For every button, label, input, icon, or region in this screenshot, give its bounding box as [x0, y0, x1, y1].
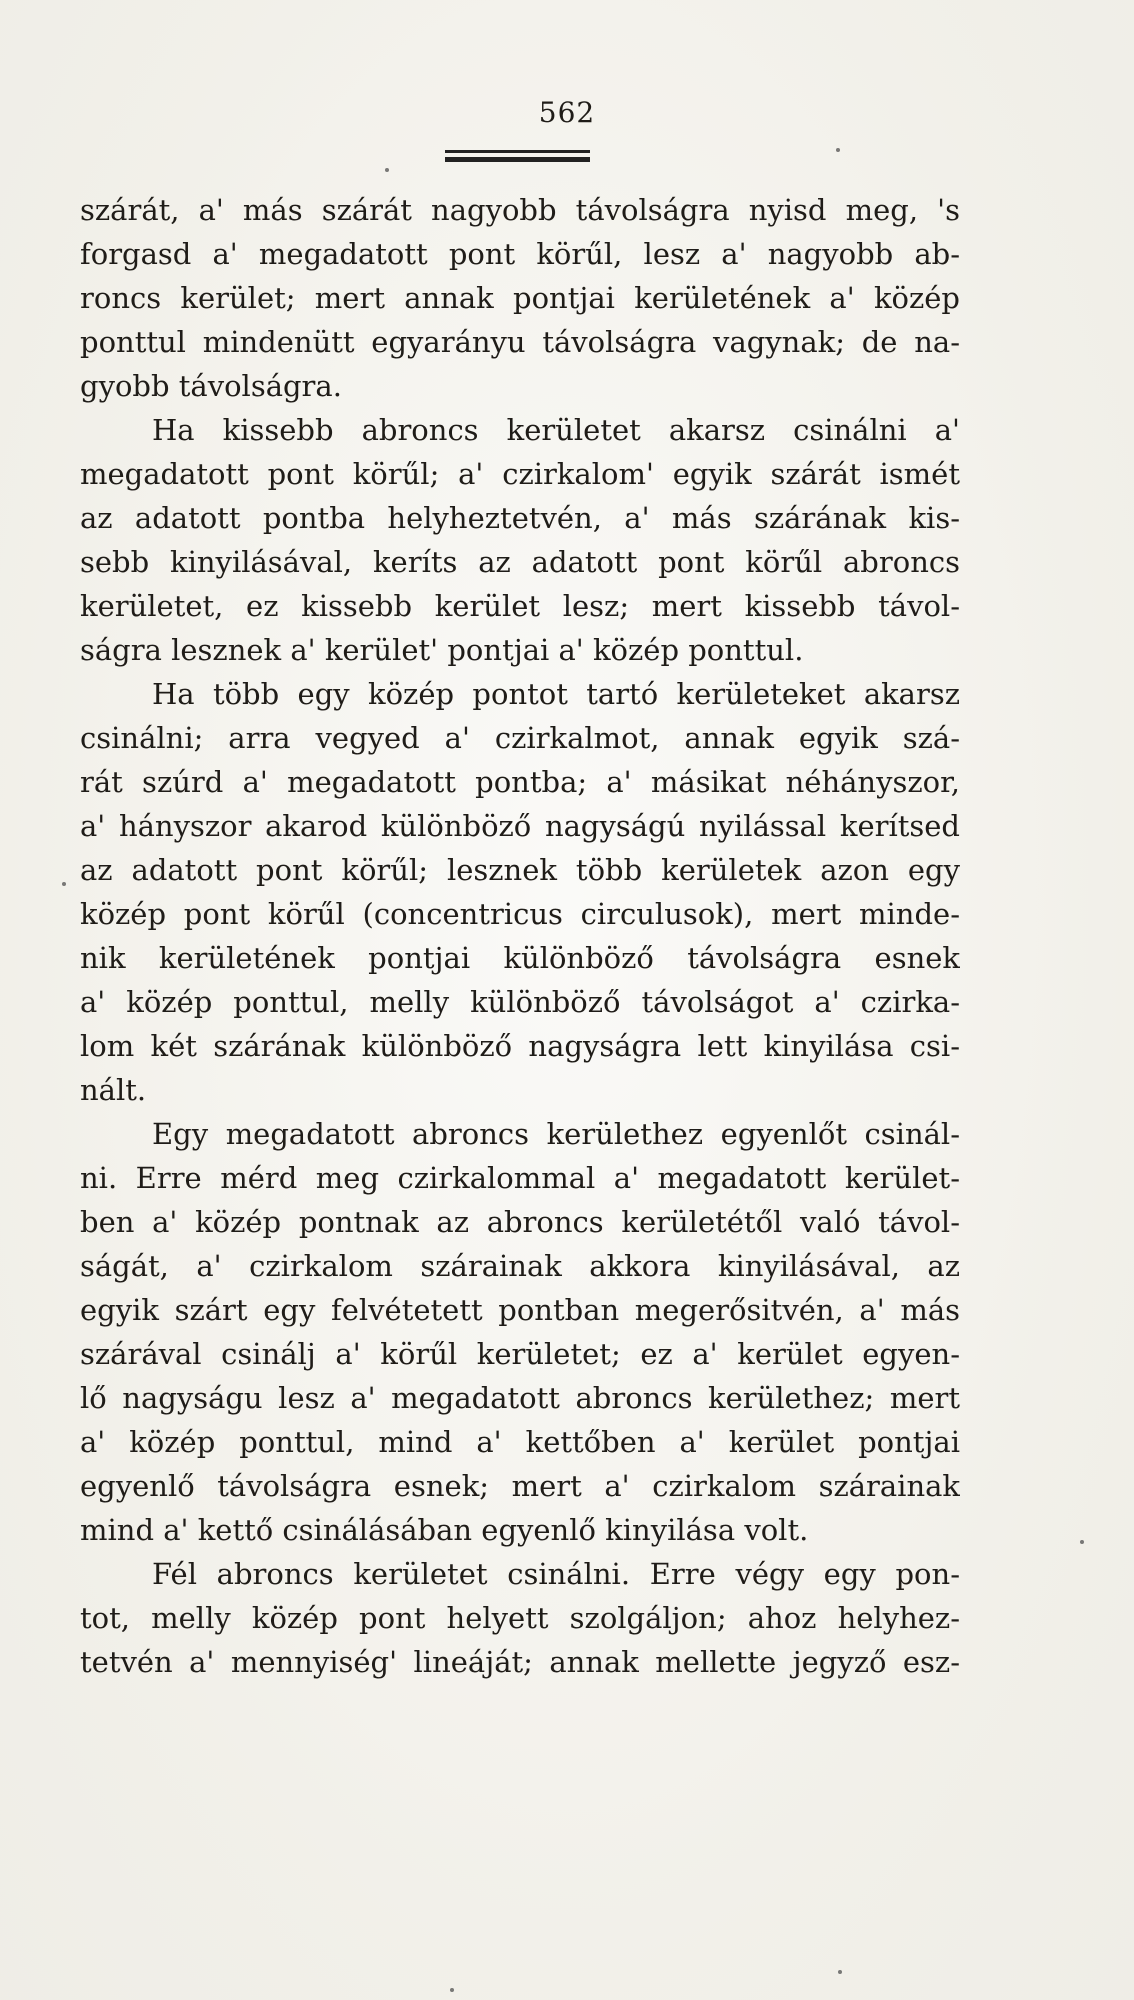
- text-line: Ha kissebb abroncs kerületet akarsz csinálni a': [152, 413, 960, 447]
- ink-speck: [836, 148, 840, 152]
- text-line: Ha több egy közép pontot tartó kerületeket akarsz: [152, 677, 960, 711]
- text-line: ságát, a' czirkalom szárainak akkora kinyilásával, az: [80, 1249, 960, 1283]
- text-line: mind a' kettő csinálásában egyenlő kinyilása volt.: [80, 1513, 809, 1547]
- text-line: rát szúrd a' megadatott pontba; a' másikat néhányszor,: [80, 765, 960, 799]
- text-line: ben a' közép pontnak az abroncs kerületétől való távol-: [80, 1205, 960, 1239]
- text-line: ságra lesznek a' kerület' pontjai a' közép ponttul.: [80, 633, 804, 667]
- text-line: ponttul mindenütt egyarányu távolságra vagynak; de na-: [80, 325, 960, 359]
- text-line: nált.: [80, 1073, 147, 1107]
- ink-speck: [450, 1988, 454, 1992]
- text-line: Fél abroncs kerületet csinálni. Erre végy egy pon-: [152, 1557, 960, 1591]
- text-line: forgasd a' megadatott pont körűl, lesz a' nagyobb ab-: [80, 237, 960, 271]
- ink-speck: [1080, 1540, 1084, 1544]
- text-line: lő nagyságu lesz a' megadatott abroncs kerülethez; mert: [80, 1381, 960, 1415]
- text-line: a' közép ponttul, mind a' kettőben a' kerület pontjai: [80, 1425, 960, 1459]
- body-text: [80, 188, 960, 1684]
- text-line: Egy megadatott abroncs kerülethez egyenlőt csinál-: [152, 1117, 960, 1151]
- text-line: csinálni; arra vegyed a' czirkalmot, annak egyik szá-: [80, 721, 960, 755]
- page-number: 562: [538, 96, 596, 129]
- text-line: gyobb távolságra.: [80, 369, 342, 403]
- text-line: szárával csinálj a' körűl kerületet; ez a' kerület egyen-: [80, 1337, 960, 1371]
- text-line: sebb kinyilásával, keríts az adatott pont körűl abroncs: [80, 545, 960, 579]
- text-line: roncs kerület; mert annak pontjai kerületének a' közép: [80, 281, 960, 315]
- text-line: az adatott pont körűl; lesznek több kerületek azon egy: [80, 853, 960, 887]
- text-line: nik kerületének pontjai különböző távolságra esnek: [80, 941, 960, 975]
- ink-speck: [62, 882, 66, 886]
- text-line: kerületet, ez kissebb kerület lesz; mert kissebb távol-: [80, 589, 960, 623]
- text-line: egyenlő távolságra esnek; mert a' czirkalom szárainak: [80, 1469, 960, 1503]
- text-line: közép pont körűl (concentricus circulusok), mert minde-: [80, 897, 960, 931]
- text-line: szárát, a' más szárát nagyobb távolságra nyisd meg, 's: [80, 193, 960, 227]
- text-line: a' közép ponttul, melly különböző távolságot a' czirka-: [80, 985, 960, 1019]
- text-line: egyik szárt egy felvétetett pontban megerősitvén, a' más: [80, 1293, 960, 1327]
- text-line: tot, melly közép pont helyett szolgáljon; ahoz helyhez-: [80, 1601, 960, 1635]
- ink-speck: [385, 168, 389, 172]
- text-line: az adatott pontba helyheztetvén, a' más szárának kis-: [80, 501, 960, 535]
- text-line: ni. Erre mérd meg czirkalommal a' megadatott kerület-: [80, 1161, 960, 1195]
- ink-speck: [838, 1970, 842, 1974]
- header-rule-thin: [445, 150, 590, 153]
- header-rule-thick: [445, 157, 590, 162]
- text-line: tetvén a' mennyiség' lineáját; annak mellette jegyző esz-: [80, 1645, 960, 1679]
- text-line: megadatott pont körűl; a' czirkalom' egyik szárát ismét: [80, 457, 960, 491]
- text-line: a' hányszor akarod különböző nagyságú nyilással kerítsed: [80, 809, 960, 843]
- header-rule: [445, 150, 590, 164]
- text-line: lom két szárának különböző nagyságra lett kinyilása csi-: [80, 1029, 960, 1063]
